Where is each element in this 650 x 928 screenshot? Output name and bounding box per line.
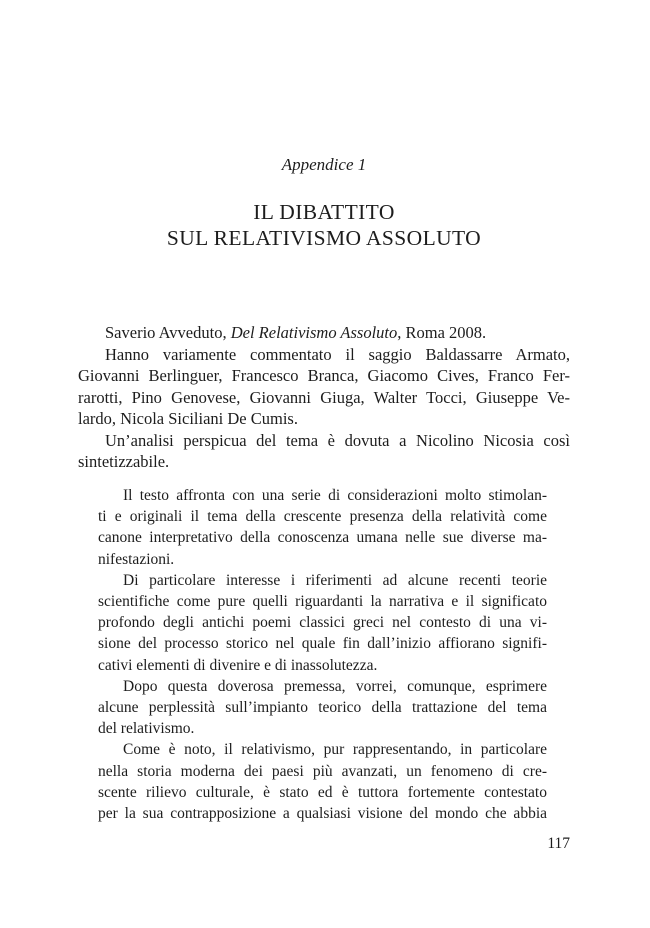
text-line bbox=[98, 591, 547, 612]
italic-text: Del Relativismo Assoluto bbox=[230, 323, 398, 342]
paragraph bbox=[98, 676, 547, 740]
text-segment: Un’analisi perspicua del tema è dovuta a Nicolino Nicosia così bbox=[105, 430, 570, 450]
text-line bbox=[98, 612, 547, 633]
text-segment: Giovanni Berlinguer, Francesco Branca, Giacomo Cives, Franco Fer- bbox=[78, 366, 570, 385]
text-segment: nifestazioni. bbox=[98, 550, 175, 568]
text-segment: alcune perplessità sull’impianto teorico della trattazione del tema bbox=[98, 699, 547, 717]
text-segment: Hanno variamente commentato il saggio Baldassarre Armato, bbox=[105, 344, 570, 364]
text-segment: Di particolare interesse i riferimenti ad alcune recenti teorie bbox=[123, 571, 547, 589]
chapter-title-line: SUL RELATIVISMO ASSOLUTO bbox=[166, 225, 482, 250]
text-line bbox=[98, 803, 547, 824]
text-segment: scientifiche come pure quelli riguardanti la narrativa e il significato bbox=[98, 593, 547, 611]
paragraph bbox=[98, 739, 547, 824]
text-segment: Dopo questa doverosa premessa, vorrei, comunque, esprimere bbox=[123, 677, 547, 695]
chapter-title bbox=[78, 200, 570, 251]
text-line bbox=[78, 451, 570, 473]
text-column bbox=[78, 0, 570, 928]
text-line bbox=[98, 718, 547, 739]
text-segment: canone interpretativo della conoscenza umana nelle sue diverse ma- bbox=[98, 529, 547, 547]
paragraph bbox=[78, 344, 570, 430]
text-segment: ti e originali il tema della crescente presenza della relatività come bbox=[98, 508, 547, 526]
text-line bbox=[98, 655, 547, 676]
body-text bbox=[78, 322, 570, 473]
text-line bbox=[78, 344, 570, 366]
text-segment: del relativismo. bbox=[98, 720, 195, 738]
text-line bbox=[98, 761, 547, 782]
text-segment: , Roma 2008. bbox=[397, 323, 487, 342]
text-line bbox=[98, 782, 547, 803]
text-segment: Come è noto, il relativismo, pur rappresentando, in particolare bbox=[123, 741, 547, 759]
text-line bbox=[78, 408, 570, 430]
text-segment: scente rilievo culturale, è stato ed è tuttora fortemente contestato bbox=[98, 783, 547, 801]
text-segment: profondo degli antichi poemi classici greci nel contesto di una vi- bbox=[98, 614, 547, 632]
paragraph bbox=[78, 430, 570, 473]
text-line bbox=[98, 506, 547, 527]
text-segment: Saverio Avveduto, bbox=[105, 323, 231, 342]
text-line bbox=[98, 676, 547, 697]
text-segment: sintetizzabile. bbox=[78, 452, 170, 471]
text-line bbox=[98, 485, 547, 506]
text-segment: rarotti, Pino Genovese, Giovanni Giuga, Walter Tocci, Giuseppe Ve- bbox=[78, 387, 570, 407]
paragraph bbox=[98, 570, 547, 676]
text-segment: nella storia moderna dei paesi più avanzati, un fenomeno di cre- bbox=[98, 762, 547, 780]
text-line bbox=[78, 322, 570, 344]
text-segment: lardo, Nicola Siciliani De Cumis. bbox=[78, 409, 298, 428]
appendix-label: Appendice 1 bbox=[281, 155, 367, 174]
text-segment: per la sua contrapposizione a qualsiasi visione del mondo che abbia bbox=[98, 805, 547, 823]
text-line bbox=[78, 387, 570, 409]
text-line bbox=[98, 739, 547, 760]
page-number: 117 bbox=[547, 835, 570, 852]
paragraph bbox=[98, 485, 547, 570]
text-segment: cativi elementi di divenire e di inassolutezza. bbox=[98, 656, 378, 674]
quoted-analysis bbox=[98, 485, 547, 824]
text-segment: Il testo affronta con una serie di considerazioni molto stimolan- bbox=[123, 487, 547, 504]
text-line bbox=[98, 549, 547, 570]
text-line bbox=[98, 633, 547, 654]
paragraph bbox=[78, 322, 570, 344]
text-segment: sione del processo storico nel quale fin dall’inizio affiorano signifi- bbox=[98, 635, 547, 653]
text-line bbox=[78, 430, 570, 452]
text-line bbox=[98, 527, 547, 548]
text-line bbox=[78, 365, 570, 387]
text-line bbox=[98, 570, 547, 591]
text-line bbox=[98, 697, 547, 718]
chapter-title-line: IL DIBATTITO bbox=[253, 200, 395, 224]
